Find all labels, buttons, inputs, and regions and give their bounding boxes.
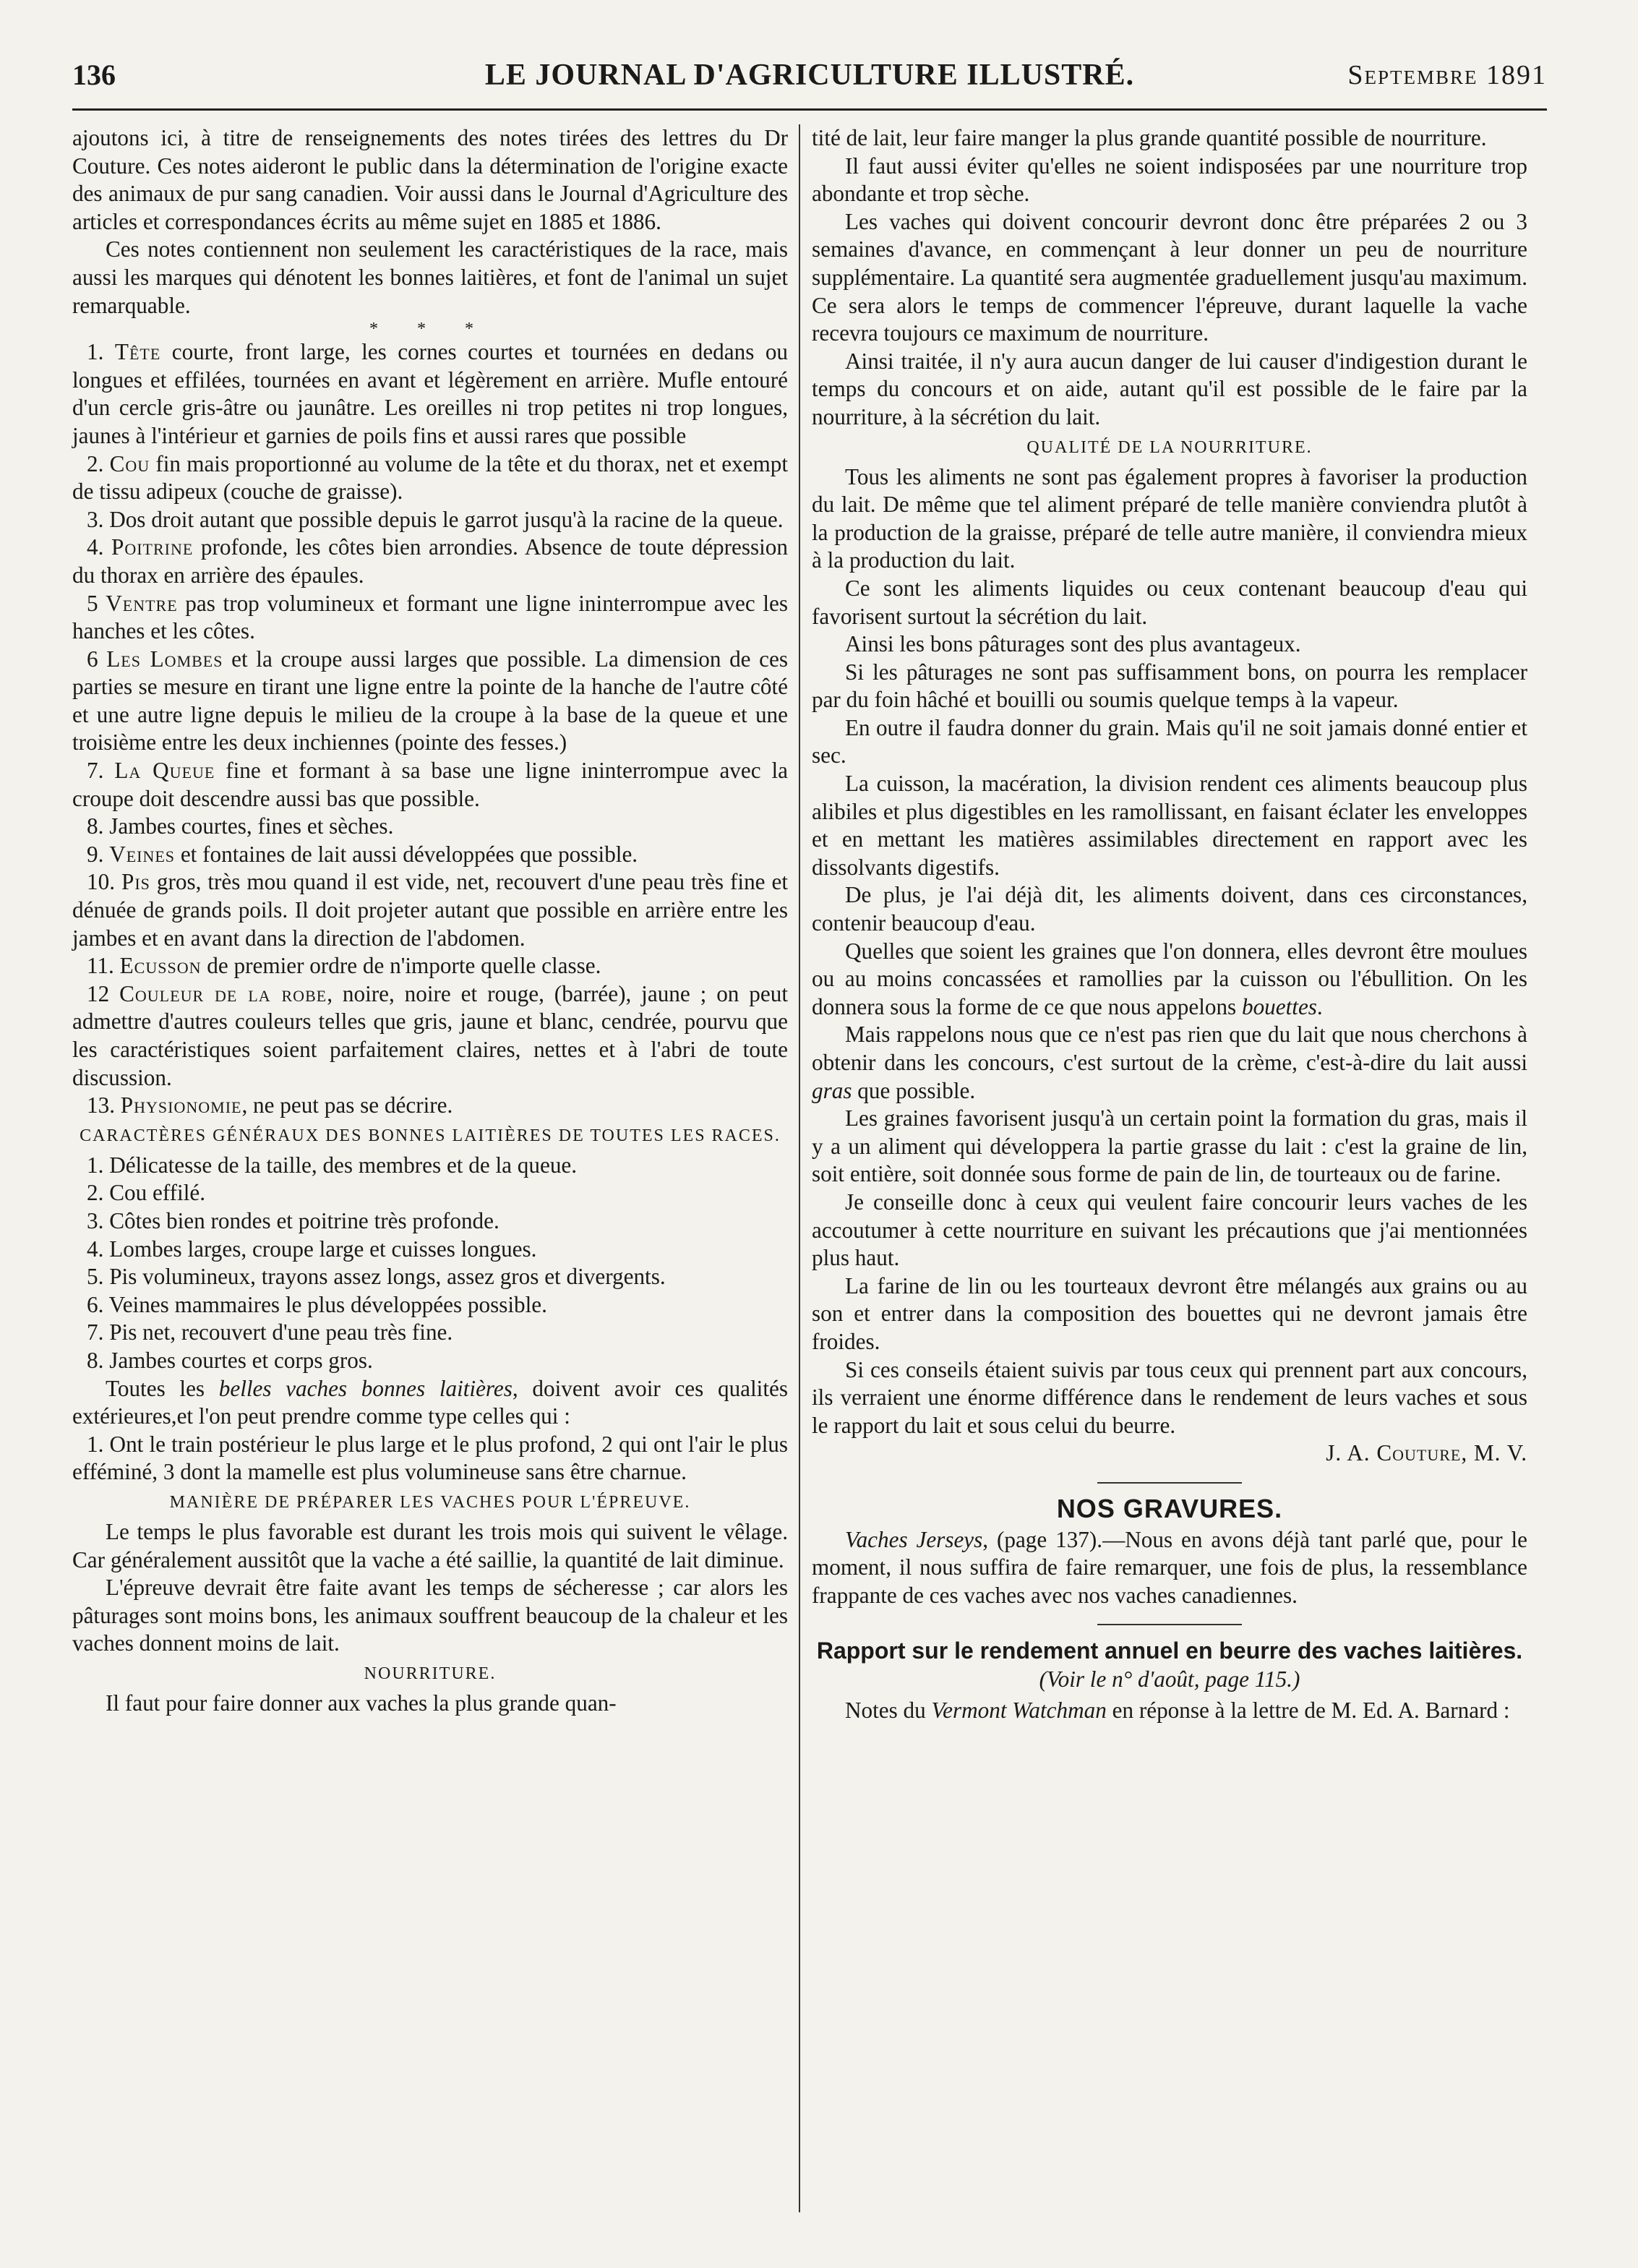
item-text: , noire, noire et rouge, (barrée), jaune ; on peut admettre d'autres couleurs telles que gris, jaune et blanc, cendrée, pourvu que les caractéristiques soient parfaitement claires, nettes et à l'abri de toute discussion. [72, 980, 789, 1090]
characteristic-item [72, 868, 788, 952]
newspaper-page [72, 58, 1547, 2212]
paragraph [812, 1021, 1527, 1105]
emphasis: bouettes [1241, 993, 1317, 1019]
characteristic-item [72, 450, 788, 506]
text-run: . [1316, 993, 1323, 1019]
rapport-paragraph [812, 1697, 1527, 1725]
belles-vaches-paragraph [72, 1375, 788, 1431]
item-keyword: Pis [121, 869, 150, 895]
characteristic-item [72, 506, 788, 534]
item-number: 3. [87, 506, 104, 532]
article-columns [72, 124, 1547, 2212]
text-run: Notes du [845, 1697, 932, 1723]
emphasis: Vermont Watchman [931, 1697, 1107, 1723]
general-item: 8. Jambes courtes et corps gros. [87, 1347, 373, 1373]
intro-paragraph: ajoutons ici, à titre de renseignements des notes tirées des lettres du Dr Couture. Ces notes aideront le public dans la détermination de l'origine exacte des animaux de pur sang canadien. Voir aussi dans le Journal d'Agriculture des articles et correspondances écrits au même sujet en 1885 et 1886. [72, 125, 788, 234]
paragraph [812, 938, 1527, 1022]
item-number: 10. [87, 869, 115, 895]
paragraph: Ce sont les aliments liquides ou ceux contenant beaucoup d'eau qui favorisent surtout la sécrétion du lait. [812, 575, 1527, 629]
paragraph: Si ces conseils étaient suivis par tous ceux qui prennent part aux concours, ils verraient une énorme différence dans le rendement de leurs vaches et sous le rapport du lait et sous celui du beurre. [812, 1356, 1527, 1438]
author-signature: J. A. Couture, M. V. [1326, 1440, 1527, 1466]
item-keyword: Tête [114, 339, 161, 365]
paragraph: Je conseille donc à ceux qui veulent faire concourir leurs vaches de les accoutumer à cette nourriture en suivant les précautions que j'ai mentionnées plus haut. [812, 1189, 1527, 1271]
item-keyword: Ecusson [119, 953, 202, 979]
text-run: , doivent avoir ces qualités extérieures,et l'on peut prendre comme type celles qui : [72, 1375, 788, 1429]
item-text: fin mais proportionné au volume de la tête et du thorax, net et exempt de tissu adipeux (couche de graisse). [72, 450, 789, 505]
text-run: en réponse à la lettre de M. Ed. A. Barnard : [1106, 1697, 1510, 1723]
item-number: 11. [87, 953, 114, 979]
item-text: profonde, les côtes bien arrondies. Absence de toute dépression du thorax en arrière des épaules. [72, 534, 788, 588]
page-number: 136 [72, 59, 116, 91]
item-number: 2. [87, 450, 104, 476]
item-text: Jambes courtes, fines et sèches. [109, 813, 394, 839]
general-item: 6. Veines mammaires le plus développées possible. [87, 1291, 547, 1317]
characteristic-item [72, 1092, 788, 1120]
section-heading-qualite: QUALITÉ DE LA NOURRITURE. [1026, 437, 1313, 457]
item-keyword: Poitrine [111, 534, 194, 560]
item-keyword: Cou [109, 450, 150, 476]
nourriture-paragraph: Il faut pour faire donner aux vaches la plus grande quan- [106, 1690, 617, 1716]
general-item: 5. Pis volumineux, trayons assez longs, assez gros et divergents. [87, 1264, 666, 1290]
characteristic-item [72, 952, 788, 980]
item-text: pas trop volumineux et formant une ligne ininterrompue avec les hanches et les côtes. [72, 590, 789, 644]
emphasis: gras [812, 1077, 852, 1103]
intro-paragraph-2: Ces notes contiennent non seulement les caractéristiques de la race, mais aussi les marques qui dénotent les bonnes laitières, et font de l'animal un sujet remarquable. [72, 236, 788, 318]
item-keyword: Physionomie [120, 1092, 242, 1118]
item-number: 9. [87, 841, 104, 867]
paragraph: La farine de lin ou les tourteaux devront être mélangés aux grains ou au son et entrer dans la composition des bouettes qui ne devront jamais être froides. [812, 1272, 1527, 1354]
item-number: 6 [87, 646, 98, 672]
emphasis: Vaches Jerseys [845, 1526, 983, 1552]
section-heading-general: CARACTÈRES GÉNÉRAUX DES BONNES LAITIÈRES DE TOUTES LES RACES. [80, 1126, 781, 1145]
general-characteristics-list [72, 1152, 788, 1375]
page-header [72, 58, 1547, 111]
text-run: Mais rappelons nous que ce n'est pas rien que du lait que nous cherchons à obtenir dans les concours, c'est surtout de la crème, c'est-à-dire du lait aussi [812, 1022, 1527, 1075]
divider [1097, 1624, 1242, 1625]
paragraph: Ainsi les bons pâturages sont des plus avantageux. [845, 631, 1301, 657]
paragraph: Si les pâturages ne sont pas suffisamment bons, on pourra les remplacer par du foin hâché et bouilli ou soumis quelque temps à la vapeur. [812, 659, 1527, 713]
item-number: 8. [87, 813, 104, 839]
item-text: courte, front large, les cornes courtes et tournées en dedans ou longues et effilées, tournées en avant et légèrement en arrière. Mufle entouré d'un cercle gris-âtre ou jaunâtre. Les oreilles ni trop petites ni trop longues, jaunes à l'intérieur et garnies de poils fins et aussi rares que possible [72, 339, 789, 448]
belles-vaches-point: 1. Ont le train postérieur le plus large et le plus profond, 2 qui ont l'air le plus efféminé, 3 dont la mamelle est plus volumineuse sans être charnue. [72, 1431, 788, 1485]
paragraph: La cuisson, la macération, la division rendent ces aliments beaucoup plus alibiles et plus digestibles en les ramollissant, en faisant éclater les enveloppes et en mettant les matières assimilables directement en rapport avec les dissolvants digestifs. [812, 771, 1527, 880]
characteristic-item [72, 813, 788, 841]
paragraph: Il faut aussi éviter qu'elles ne soient indisposées par une nourriture trop abondante et trop sèche. [812, 153, 1527, 207]
section-separator-dots: * * * [369, 320, 491, 339]
general-item: 1. Délicatesse de la taille, des membres et de la queue. [87, 1152, 578, 1178]
text-run: Toutes les [106, 1375, 219, 1401]
text-run: que possible. [852, 1077, 976, 1103]
characteristic-item [72, 757, 788, 813]
maniere-paragraph-1: Le temps le plus favorable est durant les trois mois qui suivent le vêlage. Car généralement aussitôt que la vache a été saillie, la quantité de lait diminue. [72, 1518, 788, 1572]
item-text: , ne peut pas se décrire. [241, 1092, 453, 1118]
item-number: 12 [87, 980, 110, 1006]
item-number: 1. [87, 339, 104, 365]
item-text: et la croupe aussi larges que possible. La dimension de ces parties se mesure en tirant une ligne entre la pointe de la hanche de l'autre côté et une autre ligne depuis le milieu de la croupe à la base de la queue et une troisième entre les deux inchiennes (pointe des fesses.) [72, 646, 788, 756]
section-title-gravures: NOS GRAVURES. [1056, 1493, 1283, 1523]
characteristics-list [72, 338, 788, 1120]
general-item: 3. Côtes bien rondes et poitrine très profonde. [87, 1207, 499, 1233]
paragraph: Tous les aliments ne sont pas également propres à favoriser la production du lait. De même que tel aliment préparé de telle manière conviendra plutôt à la production de la graisse, préparé de telle autre manière, il conviendra mieux à la production du lait. [812, 463, 1527, 573]
characteristic-item [72, 646, 788, 757]
item-text: de premier ordre de n'importe quelle classe. [201, 953, 601, 979]
general-item: 4. Lombes larges, croupe large et cuisses longues. [87, 1236, 537, 1262]
characteristic-item [72, 980, 788, 1092]
paragraph: Ainsi traitée, il n'y aura aucun danger de lui causer d'indigestion durant le temps du concours et on aide, autant qu'il est possible de le faire par la nourriture, à la sécrétion du lait. [812, 348, 1527, 429]
paragraph: Les graines favorisent jusqu'à un certain point la formation du gras, mais il y a un aliment qui développera la partie grasse du lait : c'est la graine de lin, soit entière, soit donnée sous forme de pain de lin, de tourteaux ou de farine. [812, 1105, 1527, 1187]
item-text: fine et formant à sa base une ligne ininterrompue avec la croupe doit descendre aussi bas que possible. [72, 758, 789, 811]
section-heading-maniere: MANIÈRE DE PRÉPARER LES VACHES POUR L'ÉPREUVE. [169, 1492, 691, 1512]
item-keyword: Ventre [106, 590, 178, 616]
general-item: 7. Pis net, recouvert d'une peau très fine. [87, 1319, 453, 1345]
item-keyword: Les Lombes [106, 646, 223, 672]
issue-date: Septembre 1891 [1347, 60, 1547, 90]
item-text: et fontaines de lait aussi développées que possible. [175, 841, 638, 867]
emphasis: belles vaches bonnes laitières [218, 1375, 513, 1401]
item-text: gros, très mou quand il est vide, net, recouvert d'une peau très fine et dénuée de grands poils. Il doit projeter autant que possible en arrière entre les jambes et en avant dans la direction de l'abdomen. [72, 869, 789, 951]
section-heading-nourriture: NOURRITURE. [364, 1664, 497, 1683]
paragraph: Les vaches qui doivent concourir devront donc être préparées 2 ou 3 semaines d'avance, en commençant à leur donner un peu de nourriture supplémentaire. La quantité sera augmentée graduellement jusqu'au maximum. Ce sera alors le temps de commencer l'épreuve, durant laquelle la vache recevra toujours ce maximum de nourriture. [812, 208, 1527, 346]
text-run: Quelles que soient les graines que l'on donnera, elles devront être moulues ou au moins concassées et ramollies par la cuisson ou l'ébullition. On les donnera sous la forme de ce que nous appelons [812, 938, 1527, 1019]
item-number: 4. [87, 534, 104, 560]
rapport-reference: (Voir le n° d'août, page 115.) [1039, 1666, 1300, 1693]
continued-paragraph: tité de lait, leur faire manger la plus grande quantité possible de nourriture. [812, 125, 1487, 150]
journal-title: LE JOURNAL D'AGRICULTURE ILLUSTRÉ. [484, 59, 1135, 92]
paragraph: De plus, je l'ai déjà dit, les aliments doivent, dans ces circonstances, contenir beaucoup d'eau. [812, 882, 1527, 936]
section-title-rapport: Rapport sur le rendement annuel en beurre des vaches laitières. [816, 1638, 1523, 1664]
item-keyword: Veines [109, 841, 176, 867]
characteristic-item [72, 590, 788, 646]
item-number: 7. [87, 758, 104, 784]
item-keyword: Couleur de la robe [119, 980, 327, 1006]
characteristic-item [72, 841, 788, 869]
right-column [799, 124, 1527, 2212]
text-run: , (page 137).—Nous en avons déjà tant parlé que, pour le moment, il nous suffira de faire remarquer, une fois de plus, la ressemblance frappante de ces vaches avec nos vaches canadiennes. [812, 1526, 1527, 1608]
item-text: Dos droit autant que possible depuis le garrot jusqu'à la racine de la queue. [109, 506, 784, 532]
item-keyword: La Queue [114, 758, 215, 784]
general-item: 2. Cou effilé. [87, 1180, 205, 1206]
left-column [72, 124, 799, 2212]
item-number: 13. [87, 1092, 115, 1118]
characteristic-item [72, 338, 788, 450]
paragraph: En outre il faudra donner du grain. Mais qu'il ne soit jamais donné entier et sec. [812, 714, 1527, 769]
maniere-paragraph-2: L'épreuve devrait être faite avant les temps de sécheresse ; car alors les pâturages sont moins bons, les animaux souffrent beaucoup de la chaleur et les vaches donnent moins de lait. [72, 1575, 788, 1656]
gravures-paragraph [812, 1526, 1527, 1610]
item-number: 5 [87, 590, 98, 616]
divider [1097, 1482, 1242, 1484]
characteristic-item [72, 534, 788, 589]
